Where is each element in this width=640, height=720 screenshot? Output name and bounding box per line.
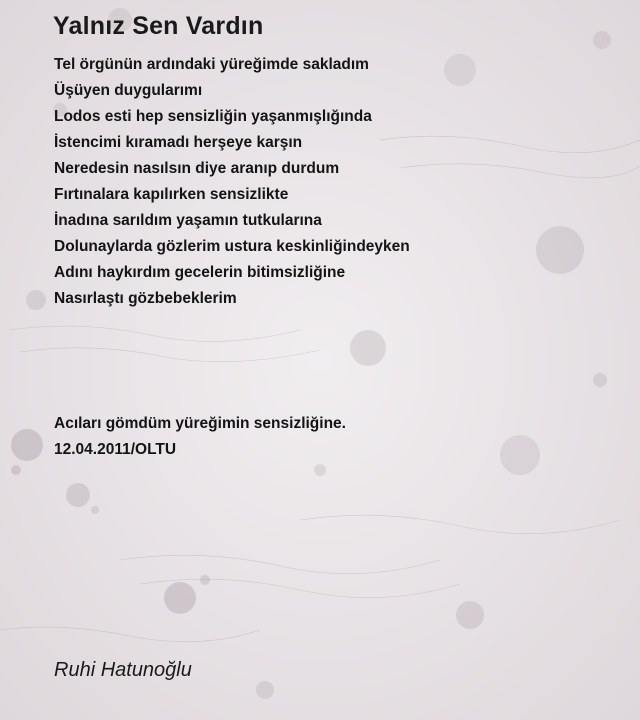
poem-line: Üşüyen duygularımı — [54, 82, 203, 99]
poem-line: Nasırlaştı gözbebeklerim — [54, 290, 237, 307]
poem-line: Adını haykırdım gecelerin bitimsizliğine — [54, 264, 346, 281]
poem-line: Tel örgünün ardındaki yüreğimde sakladım — [54, 56, 369, 73]
poem-line: Dolunaylarda gözlerim ustura keskinliğindeyken — [54, 238, 410, 255]
stanza-1 — [54, 52, 410, 312]
poem-line: Neredesin nasılsın diye aranıp durdum — [54, 160, 340, 177]
poem-title: Yalnız Sen Vardın — [53, 12, 264, 40]
poem-line: İnadına sarıldım yaşamın tutkularına — [54, 212, 322, 229]
poem-line: Fırtınalara kapılırken sensizlikte — [54, 186, 289, 203]
poem-line: İstencimi kıramadı herşeye karşın — [54, 134, 303, 151]
poem-author: Ruhi Hatunoğlu — [54, 659, 192, 681]
stanza-2 — [54, 411, 346, 463]
poem-line: Acıları gömdüm yüreğimin sensizliğine. — [54, 415, 346, 432]
poem-line: Lodos esti hep sensizliğin yaşanmışlığında — [54, 108, 372, 125]
poem-date-place: 12.04.2011/OLTU — [54, 441, 177, 458]
